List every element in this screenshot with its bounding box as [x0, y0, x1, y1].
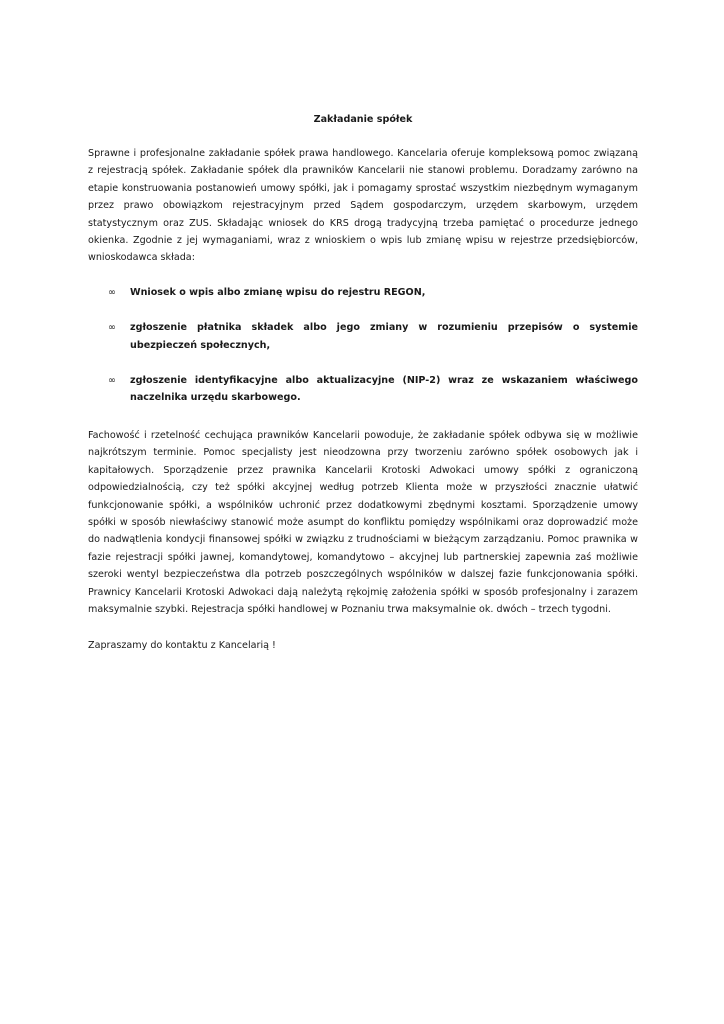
- list-item-text: zgłoszenie płatnika składek albo jego zmiany w rozumieniu przepisów o systemie ubezpieczeń społecznych,: [130, 322, 638, 351]
- infinity-bullet-icon: ∞: [108, 322, 116, 334]
- closing-paragraph: Zapraszamy do kontaktu z Kancelarią !: [88, 640, 276, 652]
- document-page: [88, 112, 638, 655]
- document-title: Zakładanie spółek: [313, 114, 413, 125]
- body-paragraph: Fachowość i rzetelność cechująca prawników Kancelarii powoduje, że zakładanie spółek odbywa się w możliwie najkrótszym terminie. Pomoc specjalisty jest nieodzowna przy tworzeniu zarówno spółek osobowych jak i kapitałowych. Sporządzenie przez prawnika Kancelarii Krotoski Adwokaci umowy spółki z ograniczoną odpowiedzialnością, czy też spółki akcyjnej według potrzeb Klienta może w przyszłości znacznie ułatwić funkcjonowanie spółki, a wspólników uchronić przez dodatkowymi zbędnymi kosztami. Sporządzenie umowy spółki w sposób niewłaściwy stanowić może asumpt do konfliktu pomiędzy wspólnikami oraz doprowadzić może do nadwątlenia kondycji finansowej spółki w związku z trudnościami w bieżącym zarządzaniu. Pomoc prawnika w fazie rejestracji spółki jawnej, komandytowej, komandytowo – akcyjnej lub partnerskiej zapewnia zaś możliwie szeroki wentyl bezpieczeństwa dla potrzeb poszczególnych wspólników w dalszej fazie funkcjonowania spółki. Prawnicy Kancelarii Krotoski Adwokaci dają należytą rękojmię założenia spółki w sposób profesjonalny i zarazem maksymalnie szybki. Rejestracja spółki handlowej w Poznaniu trwa maksymalnie ok. dwóch – trzech tygodni.: [88, 429, 638, 615]
- list-item: [88, 372, 638, 407]
- list-item: [88, 284, 638, 301]
- list-item: [88, 319, 638, 354]
- infinity-bullet-icon: ∞: [108, 375, 116, 387]
- infinity-bullet-icon: ∞: [108, 286, 116, 298]
- requirements-list: [88, 284, 638, 407]
- list-item-text: Wniosek o wpis albo zmianę wpisu do rejestru REGON,: [130, 286, 426, 298]
- list-item-text: zgłoszenie identyfikacyjne albo aktualizacyjne (NIP-2) wraz ze wskazaniem właściwego naczelnika urzędu skarbowego.: [130, 375, 638, 404]
- intro-paragraph: Sprawne i profesjonalne zakładanie spółek prawa handlowego. Kancelaria oferuje kompleksową pomoc związaną z rejestracją spółek. Zakładanie spółek dla prawników Kancelarii nie stanowi problemu. Doradzamy zarówno na etapie konstruowania postanowień umowy spółki, jak i pomagamy sprostać wszystkim niezbędnym wymaganym przez prawo obowiązkom rejestracyjnym przed Sądem gospodarczym, urzędem skarbowym, urzędem statystycznym oraz ZUS. Składając wniosek do KRS drogą tradycyjną trzeba pamiętać o procedurze jednego okienka. Zgodnie z jej wymaganiami, wraz z wnioskiem o wpis lub zmianę wpisu w rejestrze przedsiębiorców, wnioskodawca składa:: [88, 148, 638, 264]
